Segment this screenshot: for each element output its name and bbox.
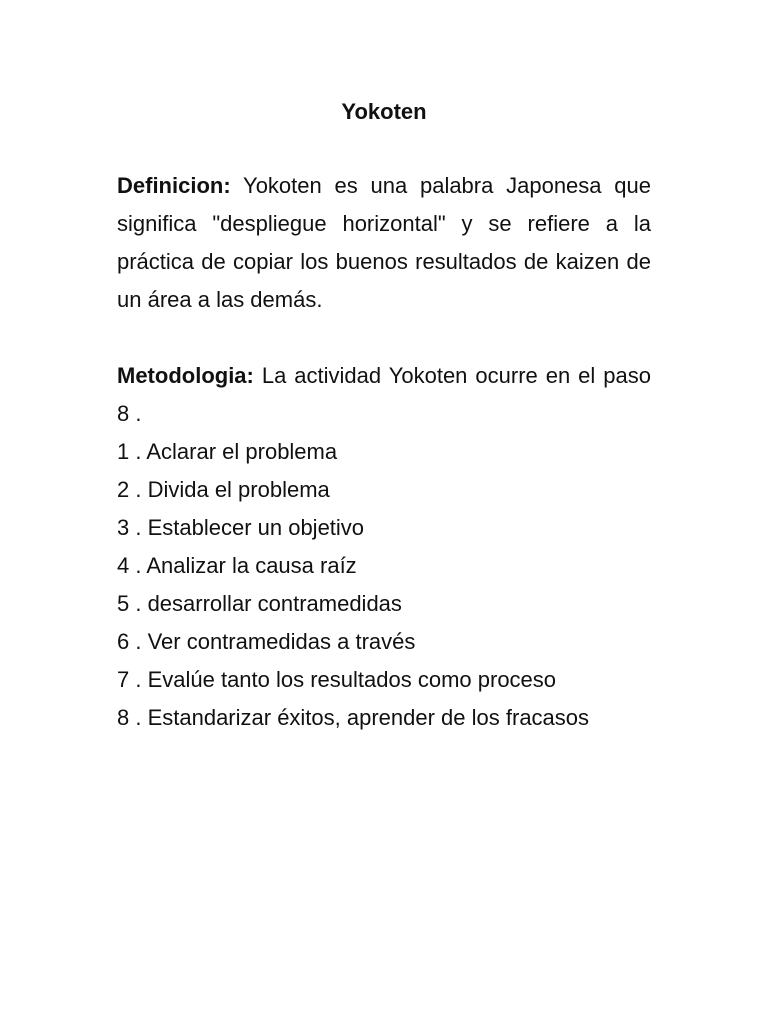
document-title: Yokoten (341, 99, 427, 124)
step-item: 7 . Evalúe tanto los resultados como proceso (117, 667, 557, 692)
step-item: 8 . Estandarizar éxitos, aprender de los fracasos (117, 705, 590, 730)
step-item: 3 . Establecer un objetivo (117, 515, 365, 540)
definition-paragraph (117, 167, 651, 319)
methodology-text: La actividad Yokoten ocurre en el paso 8 . (117, 363, 651, 426)
steps-list (117, 433, 651, 737)
step-item: 2 . Divida el problema (117, 477, 330, 502)
methodology-paragraph (117, 357, 651, 433)
step-item: 5 . desarrollar contramedidas (117, 591, 402, 616)
definition-label: Definicion: (117, 173, 231, 198)
step-item: 1 . Aclarar el problema (117, 439, 338, 464)
step-item: 6 . Ver contramedidas a través (117, 629, 416, 654)
paragraph-spacer (117, 319, 651, 357)
document-page (117, 93, 651, 737)
step-item: 4 . Analizar la causa raíz (117, 553, 357, 578)
methodology-label: Metodologia: (117, 363, 254, 388)
definition-text: Yokoten es una palabra Japonesa que significa "despliegue horizontal" y se refiere a la práctica de copiar los buenos resultados de kaizen de un área a las demás. (117, 173, 651, 312)
